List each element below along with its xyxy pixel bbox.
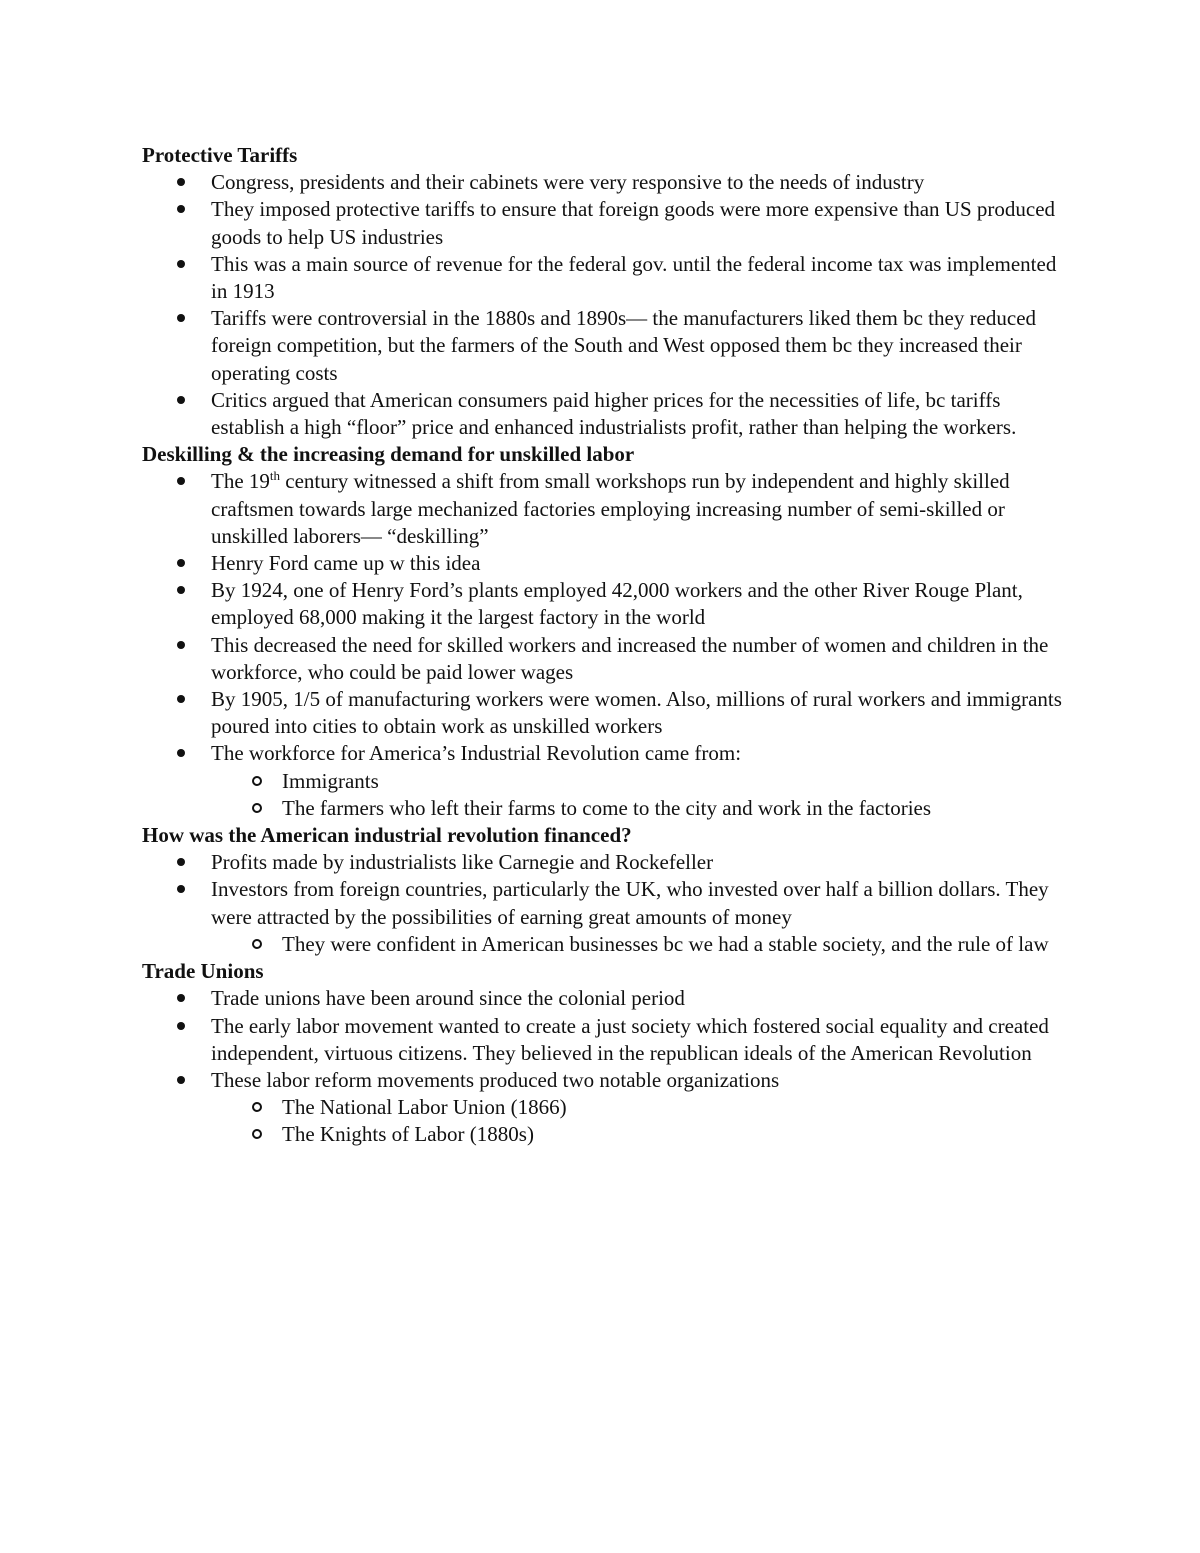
bullet-icon [177, 205, 185, 213]
protective-tariffs-list [142, 169, 1072, 441]
document-page [142, 142, 1072, 1149]
bullet-icon [177, 885, 185, 893]
bullet-icon [177, 260, 185, 268]
list-item: The 19th century witnessed a shift from small workshops run by independent and highly skilled craftsmen towards large mechanized factories employing increasing number of semi-skilled or unskilled laborers— “deskilling” [211, 468, 1072, 550]
hollow-bullet-icon [252, 1102, 262, 1112]
section-heading-financing: How was the American industrial revolution financed? [142, 823, 632, 848]
hollow-bullet-icon [252, 776, 262, 786]
list-item: These labor reform movements produced two notable organizations The National Labor Union (1866) The Knights of Labor (1880s) [211, 1067, 1072, 1149]
list-item: Critics argued that American consumers paid higher prices for the necessities of life, bc tariffs establish a high “floor” price and enhanced industrialists profit, rather than helping the workers. [211, 387, 1072, 441]
list-item: Investors from foreign countries, particularly the UK, who invested over half a billion dollars. They were attracted by the possibilities of earning great amounts of money They were confident in American businesses bc we had a stable society, and the rule of law [211, 876, 1072, 958]
trade-unions-list [142, 985, 1072, 1148]
list-item: By 1905, 1/5 of manufacturing workers were women. Also, millions of rural workers and immigrants poured into cities to obtain work as unskilled workers [211, 686, 1072, 740]
list-item: Profits made by industrialists like Carnegie and Rockefeller [211, 849, 1072, 876]
section-heading-protective-tariffs: Protective Tariffs [142, 143, 298, 167]
sublist-item: The National Labor Union (1866) [282, 1094, 1072, 1121]
bullet-icon [177, 586, 185, 594]
list-item: Henry Ford came up w this idea [211, 550, 1072, 577]
bullet-icon [177, 477, 185, 485]
bullet-icon [177, 695, 185, 703]
sublist-item: Immigrants [282, 768, 1072, 795]
bullet-icon [177, 994, 185, 1002]
list-item: Trade unions have been around since the colonial period [211, 985, 1072, 1012]
list-item: This was a main source of revenue for the federal gov. until the federal income tax was implemented in 1913 [211, 251, 1072, 305]
section-heading-deskilling: Deskilling & the increasing demand for unskilled labor [142, 442, 635, 467]
bullet-icon [177, 314, 185, 322]
bullet-icon [177, 1022, 185, 1030]
bullet-icon [177, 641, 185, 649]
hollow-bullet-icon [252, 939, 262, 949]
bullet-icon [177, 1076, 185, 1084]
financing-list [142, 849, 1072, 958]
hollow-bullet-icon [252, 1129, 262, 1139]
organizations-sublist [211, 1094, 1072, 1148]
list-item: The early labor movement wanted to create a just society which fostered social equality and created independent, virtuous citizens. They believed in the republican ideals of the American Revolution [211, 1013, 1072, 1067]
list-item: This decreased the need for skilled workers and increased the number of women and children in the workforce, who could be paid lower wages [211, 632, 1072, 686]
list-item: Tariffs were controversial in the 1880s and 1890s— the manufacturers liked them bc they reduced foreign competition, but the farmers of the South and West opposed them bc they increased their operating costs [211, 305, 1072, 387]
deskilling-list [142, 468, 1072, 822]
investors-sublist [211, 931, 1072, 958]
sublist-item: The farmers who left their farms to come to the city and work in the factories [282, 795, 1072, 822]
bullet-icon [177, 559, 185, 567]
list-item: The workforce for America’s Industrial Revolution came from: Immigrants The farmers who left their farms to come to the city and work in the factories [211, 740, 1072, 822]
bullet-icon [177, 396, 185, 404]
hollow-bullet-icon [252, 803, 262, 813]
bullet-icon [177, 749, 185, 757]
section-heading-trade-unions: Trade Unions [142, 959, 264, 984]
list-item: By 1924, one of Henry Ford’s plants employed 42,000 workers and the other River Rouge Plant, employed 68,000 making it the largest factory in the world [211, 577, 1072, 631]
sublist-item: They were confident in American businesses bc we had a stable society, and the rule of law [282, 931, 1072, 958]
list-item: Congress, presidents and their cabinets were very responsive to the needs of industry [211, 169, 1072, 196]
workforce-sources-sublist [211, 768, 1072, 822]
bullet-icon [177, 858, 185, 866]
bullet-icon [177, 178, 185, 186]
list-item: They imposed protective tariffs to ensure that foreign goods were more expensive than US produced goods to help US industries [211, 196, 1072, 250]
sublist-item: The Knights of Labor (1880s) [282, 1121, 1072, 1148]
